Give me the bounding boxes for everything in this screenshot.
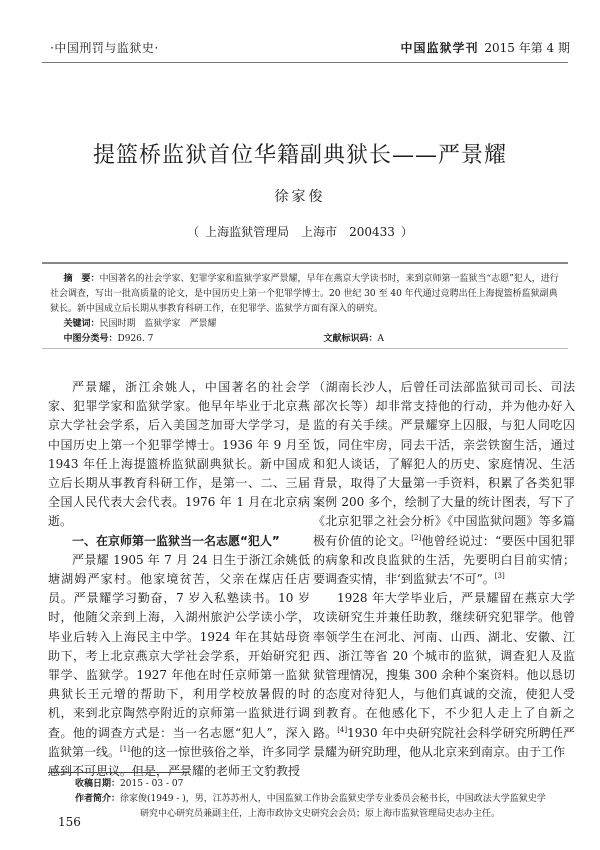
received-date-line (75, 777, 565, 792)
bio-label: 作者简介： (75, 794, 121, 804)
bio-text: 徐家俊(1949 - )，男，江苏苏州人，中国监狱工作协会监狱史学专业委员会秘书长，中国政法大学监狱史学 (120, 794, 546, 804)
issue-label: 2015 年第 4 期 (484, 41, 570, 55)
classification-line (64, 332, 561, 347)
abstract-block (50, 272, 560, 347)
body-paragraph: 严景耀，浙江余姚人，中国著名的社会学家、犯罪学家和监狱学家。他早年毕业于北京燕京大学社会学系，后入美国芝加哥大学学习，是中国历史上第一个犯罪学博士。1936 年 9 月至 1943 年任上海提篮桥监狱副典狱长。新中国成立后长期从事教育科研工作，是第一、二、三届全国人民代表大会代表。1976 年 1 月在北京病逝。 (48, 380, 310, 529)
running-header (50, 38, 570, 56)
section-label: ·中国刑罚与监狱史· (50, 41, 159, 55)
clc-label: 中图分类号： (63, 334, 118, 344)
author-name: 徐家俊 (274, 189, 326, 205)
body-text: 1928 年大学毕业后，严景耀留在燕京大学攻读研究生并兼任助教，继续研究犯罪学。他曾率领学生在河北、河南、山西、湖北、安徽、江西、浙江等省 20 个城市的监狱，调查犯人及监狱管理情况，搜集 300 余种个案资料。他以恳切的态度对待犯人，与他们真诚的交流，使犯人受到教育。在他感化下，不少犯人走上了自新之路。 (313, 591, 575, 740)
affiliation-city: 上海市 (301, 225, 338, 239)
abstract-paragraph (50, 272, 560, 317)
abstract-bottom-rule (42, 348, 568, 349)
footnotes (75, 777, 565, 822)
keywords: 民国时期 监狱学家 严景耀 (99, 319, 217, 329)
bio-text-continued: 研究中心研究员兼副主任，上海市政协文史研究会会员；原上海市监狱管理局史志办主任。 (140, 809, 501, 819)
citation-ref: [3] (494, 572, 505, 581)
body-text: 他曾经说过：“要医中国犯罪的病象和改良监狱的生活，先要明白目前实情；要调查实情，非‘到监狱去’不可”。 (313, 533, 575, 587)
body-paragraph (48, 551, 310, 781)
abstract-top-rule (42, 262, 568, 264)
article-title: 提篮桥监狱首位华籍副典狱长——严景耀 (92, 143, 507, 168)
footnote-rule (48, 772, 188, 773)
body-text: 1930 年中央研究院社会科学研究所聘任严景耀为研究助理，他从北京来到南京。由于工作 (313, 725, 575, 759)
doc-code-group (324, 332, 385, 347)
citation-ref: [2] (411, 533, 422, 542)
journal-issue (401, 39, 570, 56)
received-label: 收稿日期： (75, 779, 121, 789)
received-date: 2015 - 03 - 07 (120, 779, 184, 789)
keywords-line (64, 317, 561, 332)
page-number: 156 (58, 815, 81, 829)
affiliation-postcode: 200433 (349, 225, 395, 239)
body-paragraph (313, 589, 575, 762)
doc-code: A (377, 334, 385, 344)
body-paragraph (313, 378, 575, 589)
journal-name: 中国监狱学刊 (400, 41, 479, 55)
clc-code: D926. 7 (117, 334, 154, 344)
affiliation-org: 上海监狱管理局 (205, 225, 290, 239)
body-column-right (313, 378, 575, 762)
abstract-text: 中国著名的社会学家、犯罪学家和监狱学家严景耀，早年在燕京大学读书时，来到京师第一监狱当“志愿”犯人，进行社会调查，写出一批高质量的论文，是中国历史上第一个犯罪学博士。20 世纪 30 至 40 年代通过竞聘出任上海提篮桥监狱副典狱长。新中国成立后长期从事教育科研工作，在犯罪学、监狱学方面有深入的研究。 (50, 274, 559, 314)
header-rule (42, 62, 568, 63)
keywords-label: 关键词： (63, 319, 100, 329)
abstract-label: 摘 要： (63, 274, 100, 284)
affiliation: （ 上海监狱管理局 上海市 200433 ） (187, 225, 413, 239)
section-heading: 一、在京师第一监狱当一名志愿“犯人” (72, 533, 280, 548)
body-text: （湖南长沙人，后曾任司法部监狱司司长、司法部次长等）却非常支持他的行动，并为他办好入监的有关手续。严景耀穿上囚服，与犯人同吃囚饭，同住牢房，同去干活，亲尝铁窗生活，通过和犯人谈话，了解犯人的历史、家庭情况、生活背景，取得了大量第一手资料，积累了各类犯罪案例 200 多个，绘制了大量的统计图表，写下了《北京犯罪之社会分析》《中国监狱问题》等多篇极有价值的论文。 (313, 380, 575, 548)
body-column-left (48, 378, 310, 781)
clc-group (64, 332, 324, 347)
citation-ref: [1] (120, 744, 130, 753)
doc-code-label: 文献标识码： (323, 334, 378, 344)
citation-ref: [4] (337, 725, 348, 734)
author-bio-line (75, 792, 565, 807)
body-text: 严景耀 1905 年 7 月 24 日生于浙江余姚低塘湖姆严家村。他家境贫苦，父亲在煤店任店员。严景耀学习勤奋，7 岁入私塾读书。10 岁时，他随父亲到上海，入湖州旅沪公学读小学，毕业后转入上海民主中学。1924 年在其姑母资助下，考上北京燕京大学社会学系，开始研究犯罪学、监狱学。1927 年他在时任京师第一监狱典狱长王元增的帮助下，利用学校放暑假的时机，来到北京陶然亭附近的京师第一监狱进行调查。他的调查方式是：当一名志愿“犯人”，深入监狱第一线。 (48, 552, 310, 759)
body-text: 他的这一惊世骇俗之举，许多同学感到不可思议。但是，严景耀的老师王文豹教授 (48, 744, 310, 779)
